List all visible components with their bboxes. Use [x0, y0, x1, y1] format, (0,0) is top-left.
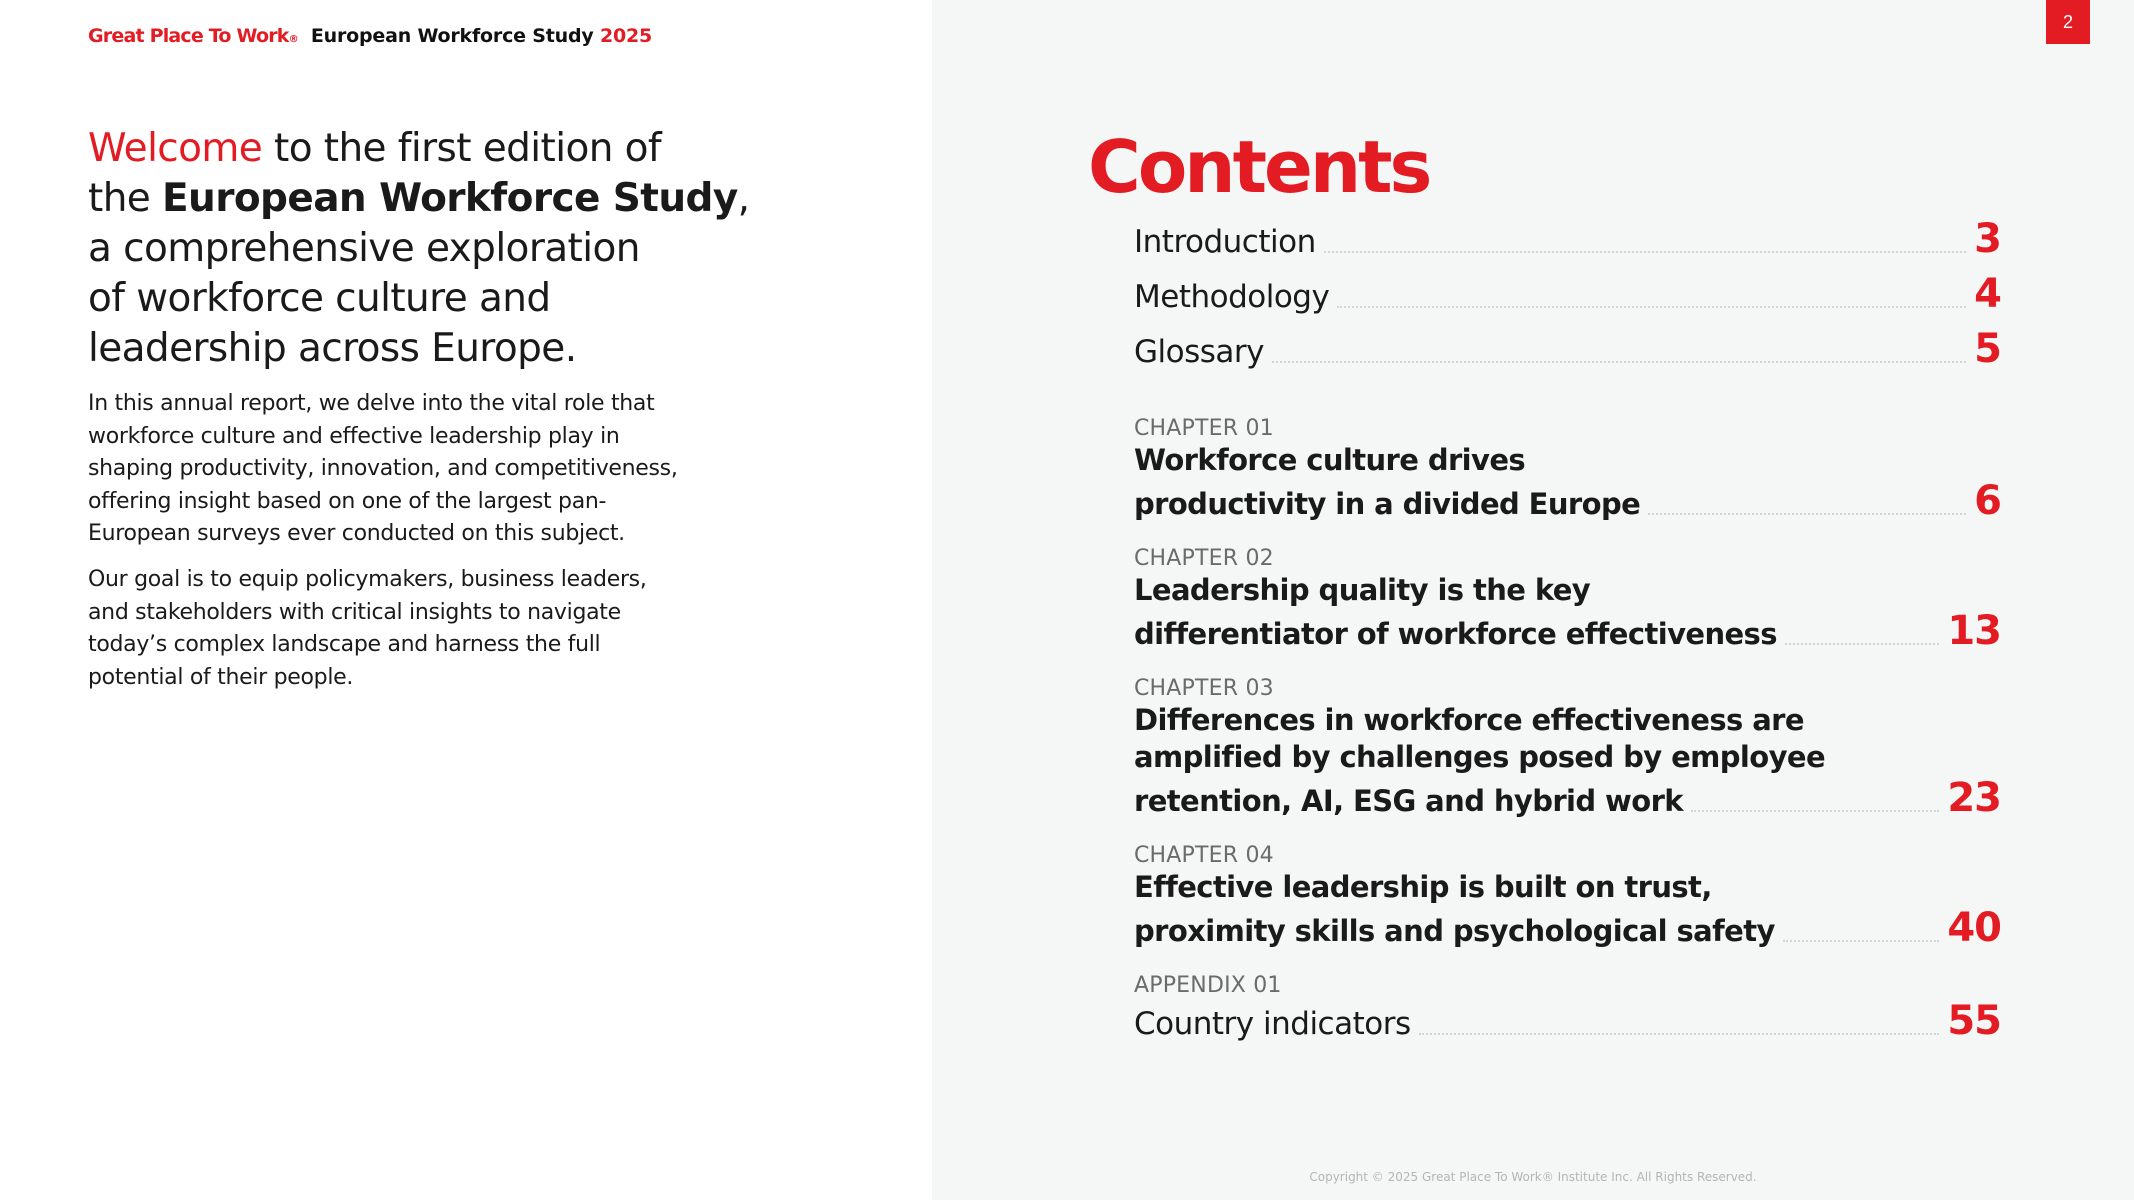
headline-line2-post: , [737, 176, 750, 221]
chapter-label: CHAPTER 04 [1134, 843, 1274, 868]
chapter-label: CHAPTER 03 [1134, 676, 1274, 701]
dotted-leader [1648, 513, 1966, 515]
gptw-logo: Great Place To Work [88, 25, 289, 47]
dotted-leader [1785, 643, 1939, 645]
intro-headline [88, 124, 808, 374]
chapter-title-line: Effective leadership is built on trust, [1134, 870, 1712, 904]
dotted-leader [1324, 251, 1966, 253]
chapter-title-line: Leadership quality is the key [1134, 573, 1591, 607]
copyright-notice: Copyright © 2025 Great Place To Work® Institute Inc. All Rights Reserved. [1309, 1170, 1757, 1184]
toc-entry-page: 23 [1947, 775, 2001, 821]
toc-entry-page: 5 [1974, 326, 2001, 372]
headline-line1: to the first edition of [262, 126, 662, 171]
toc-entry-chapter-02[interactable] [1134, 546, 2001, 653]
dotted-leader [1272, 361, 1966, 363]
welcome-word: Welcome [88, 126, 263, 171]
dotted-leader [1783, 940, 1940, 942]
study-year: 2025 [599, 25, 653, 47]
chapter-title-line: proximity skills and psychological safety [1134, 914, 1775, 948]
headline-rest: a comprehensive exploration of workforce culture and leadership across Europe. [88, 226, 640, 371]
appendix-label: APPENDIX 01 [1134, 973, 1282, 998]
study-name: European Workforce Study [310, 25, 594, 47]
toc-entry-page: 13 [1947, 608, 2001, 654]
toc-entry-page: 55 [1947, 998, 2001, 1044]
registered-mark: ® [288, 34, 299, 45]
contents-title: Contents [1088, 125, 1430, 209]
toc-entry-introduction[interactable] [1134, 217, 2001, 261]
toc-entry-chapter-04[interactable] [1134, 843, 2001, 950]
chapter-label: CHAPTER 01 [1134, 416, 1274, 441]
toc-entry-appendix-01[interactable] [1134, 973, 2001, 1043]
dotted-leader [1691, 810, 1939, 812]
chapter-title-line: differentiator of workforce effectiveness [1134, 617, 1777, 651]
toc-entry-methodology[interactable] [1134, 272, 2001, 316]
toc-entry-chapter-01[interactable] [1134, 416, 2001, 523]
toc-entry-title: Introduction [1134, 224, 1316, 260]
left-panel [0, 0, 932, 1200]
toc-entry-glossary[interactable] [1134, 327, 2001, 371]
chapter-title-line: Differences in workforce effectiveness are [1134, 703, 1804, 737]
chapter-title-line: Workforce culture drives [1134, 443, 1526, 477]
chapter-title-line: productivity in a divided Europe [1134, 487, 1641, 521]
headline-study-name: European Workforce Study [162, 176, 738, 221]
dotted-leader [1337, 306, 1966, 308]
toc-entry-title: Methodology [1134, 279, 1330, 315]
toc-entry-title: Country indicators [1134, 1006, 1411, 1042]
intro-paragraph-2: Our goal is to equip policymakers, business leaders, and stakeholders with critical insights to navigate today’s complex landscape and harness the full potential of their people. [88, 566, 647, 690]
page-number-badge: 2 [2046, 0, 2090, 44]
toc-entry-page: 3 [1974, 216, 2001, 262]
toc-entry-chapter-03[interactable] [1134, 676, 2001, 820]
toc-entry-page: 40 [1947, 905, 2001, 951]
chapter-label: CHAPTER 02 [1134, 546, 1274, 571]
toc-entry-title: Glossary [1134, 334, 1264, 370]
intro-body [88, 388, 688, 707]
dotted-leader [1419, 1033, 1940, 1035]
toc-entry-page: 6 [1974, 478, 2001, 524]
intro-paragraph-1: In this annual report, we delve into the vital role that workforce culture and effective leadership play in shaping productivity, innovation, and competitiveness, offering insight based on one of the largest pan-European surveys ever conducted on this subject. [88, 391, 678, 547]
report-header [88, 25, 652, 47]
chapter-title-line: retention, AI, ESG and hybrid work [1134, 784, 1683, 818]
toc-entry-page: 4 [1974, 271, 2001, 317]
chapter-title-line: amplified by challenges posed by employee [1134, 740, 1826, 774]
headline-line2-pre: the [88, 176, 163, 221]
